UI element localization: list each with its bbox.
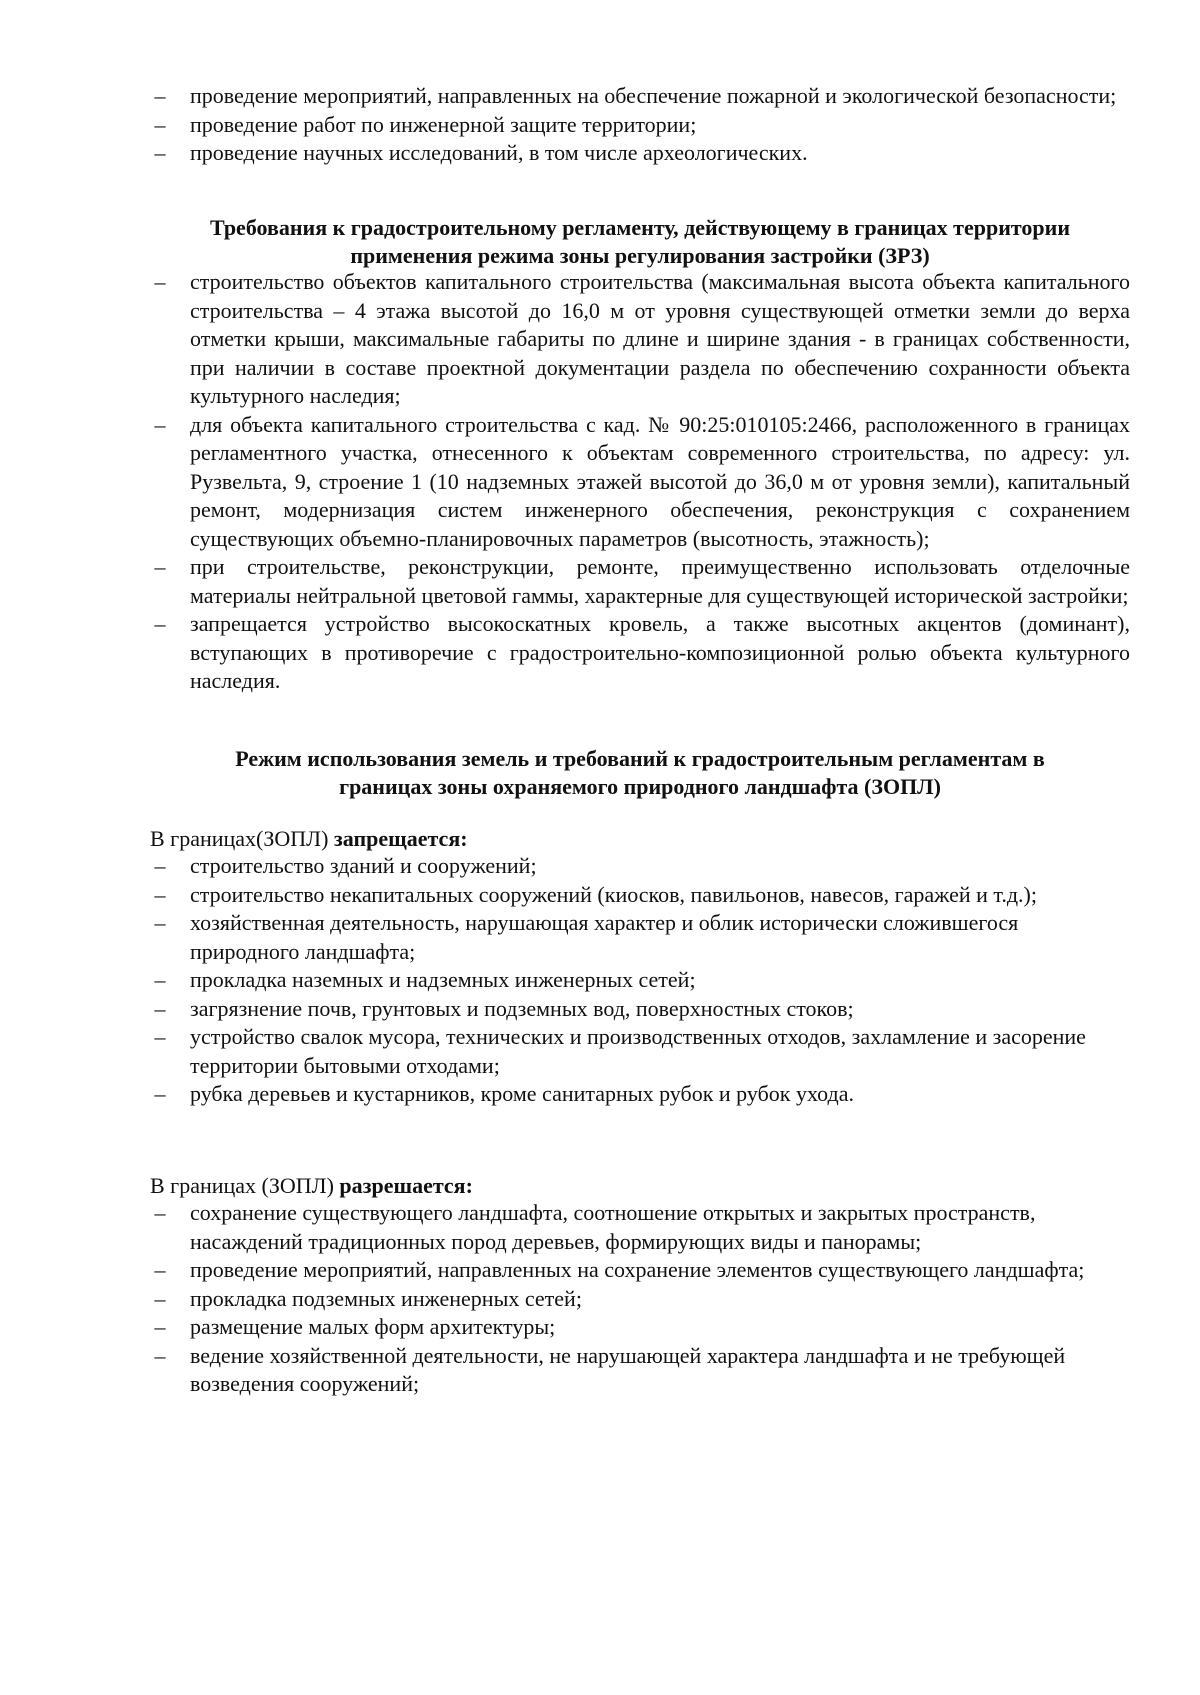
list-bullet: – [154,1285,166,1311]
list-item-text: при строительстве, реконструкции, ремонте, преимущественно использовать отделочные материалы нейтральной цветовой гаммы, характерные для существующей исторической застройки; [190,554,1130,608]
list-item [150,82,1130,111]
list-bullet: – [154,111,166,137]
list-item [150,852,1130,881]
list-item-text: загрязнение почв, грунтовых и подземных вод, поверхностных стоков; [190,995,854,1021]
list-bullet: – [154,853,166,878]
prohibited-intro-prefix: В границах(ЗОПЛ) [150,826,329,851]
list-item-text: строительство некапитальных сооружений (киосков, павильонов, навесов, гаражей и т.д.); [190,881,1037,907]
section1-list [150,82,1130,168]
section3-heading-line1: Режим использования земель и требований к градостроительным регламентам в [235,746,1045,771]
list-bullet: – [154,611,166,636]
list-item [150,1080,1130,1109]
list-item [150,139,1130,168]
list-bullet: – [154,83,166,108]
list-item [150,268,1130,411]
list-item-text: устройство свалок мусора, технических и производственных отходов, захламление и засорение территории бытовыми отходами; [190,1024,1086,1078]
list-item-text: размещение малых форм архитектуры; [190,1314,556,1339]
list-item-text: запрещается устройство высокоскатных кровель, а также высотных акцентов (доминант), вступающих в противоречие с градостроительно-композиционной ролью объекта культурного наследия. [190,611,1130,693]
list-item [150,610,1130,696]
section2-heading-line2: применения режима зоны регулирования застройки (ЗРЗ) [350,243,930,268]
list-item-text: сохранение существующего ландшафта, соотношение открытых и закрытых пространств, насаждений традиционных пород деревьев, формирующих виды и панорамы; [190,1200,1036,1254]
list-bullet: – [154,554,166,579]
section1-list-container [150,82,1130,168]
list-item-text: хозяйственная деятельность, нарушающая характер и облик исторически сложившегося природного ландшафта; [190,910,1019,964]
list-item-text: для объекта капитального строительства с кад. № 90:25:010105:2466, расположенного в границах регламентного участка, отнесенного к объектам современного строительства, по адресу: ул. Рузвельта, 9, строение 1 (10 надземных этажей высотой до 36,0 м от уровня земли), капитальный ремонт, модернизация систем инженерного обеспечения, реконструкция с сохранением существующих объемно-планировочных параметров (высотность, этажность); [190,411,1130,551]
list-bullet: – [154,1314,166,1339]
list-item-text: проведение мероприятий, направленных на обеспечение пожарной и экологической безопасности; [190,83,1117,108]
list-bullet: – [154,995,166,1021]
list-bullet: – [154,1342,166,1368]
list-item-text: строительство объектов капитального строительства (максимальная высота объекта капитального строительства – 4 этажа высотой до 16,0 м от уровня существующей отметки земли до верха отметки крыши, максимальные габариты по длине и ширине здания - в границах собственности, при наличии в составе проектной документации раздела по обеспечению сохранности объекта культурного наследия; [190,269,1130,408]
allowed-list [150,1199,1130,1399]
list-item-text: проведение работ по инженерной защите территории; [190,111,697,137]
section2-heading [150,214,1130,270]
prohibited-list [150,852,1130,1109]
list-item-text: ведение хозяйственной деятельности, не нарушающей характера ландшафта и не требующей возведения сооружений; [190,1342,1066,1396]
allowed-intro-prefix: В границах (ЗОПЛ) [150,1173,334,1198]
section3-heading-line2: границах зоны охраняемого природного ландшафта (ЗОПЛ) [339,774,941,799]
list-item [150,909,1130,966]
list-item-text: проведение научных исследований, в том числе археологических. [190,140,808,165]
list-bullet: – [154,269,166,294]
prohibited-list-container [150,852,1130,1109]
section2-list [150,268,1130,696]
prohibited-intro-bold: запрещается: [333,826,468,851]
list-bullet: – [154,967,166,992]
list-item-text: рубка деревьев и кустарников, кроме санитарных рубок и рубок ухода. [190,1081,854,1106]
list-item-text: прокладка подземных инженерных сетей; [190,1285,582,1311]
allowed-intro-bold: разрешается: [339,1173,473,1198]
list-item-text: проведение мероприятий, направленных на сохранение элементов существующего ландшафта; [190,1257,1085,1282]
section3-heading [150,745,1130,801]
list-item [150,111,1130,140]
prohibited-intro [150,825,468,853]
list-item [150,1285,1130,1314]
allowed-intro [150,1172,473,1200]
allowed-list-container [150,1199,1130,1399]
list-item-text: строительство зданий и сооружений; [190,853,537,878]
list-bullet: – [154,140,166,165]
list-item [150,1256,1130,1285]
list-item [150,1023,1130,1080]
section2-list-container [150,268,1130,696]
list-bullet: – [154,1081,166,1106]
list-item-text: прокладка наземных и надземных инженерных сетей; [190,967,696,992]
list-bullet: – [154,910,166,935]
list-bullet: – [154,1200,166,1225]
list-bullet: – [154,881,166,907]
list-bullet: – [154,1257,166,1282]
list-item [150,1342,1130,1399]
list-item [150,1199,1130,1256]
list-item [150,995,1130,1024]
list-item [150,553,1130,610]
section2-heading-line1: Требования к градостроительному регламенту, действующему в границах территории [209,215,1071,240]
list-item [150,966,1130,995]
list-item [150,881,1130,910]
list-item [150,411,1130,554]
list-bullet: – [154,411,166,437]
list-item [150,1313,1130,1342]
list-bullet: – [154,1024,166,1049]
